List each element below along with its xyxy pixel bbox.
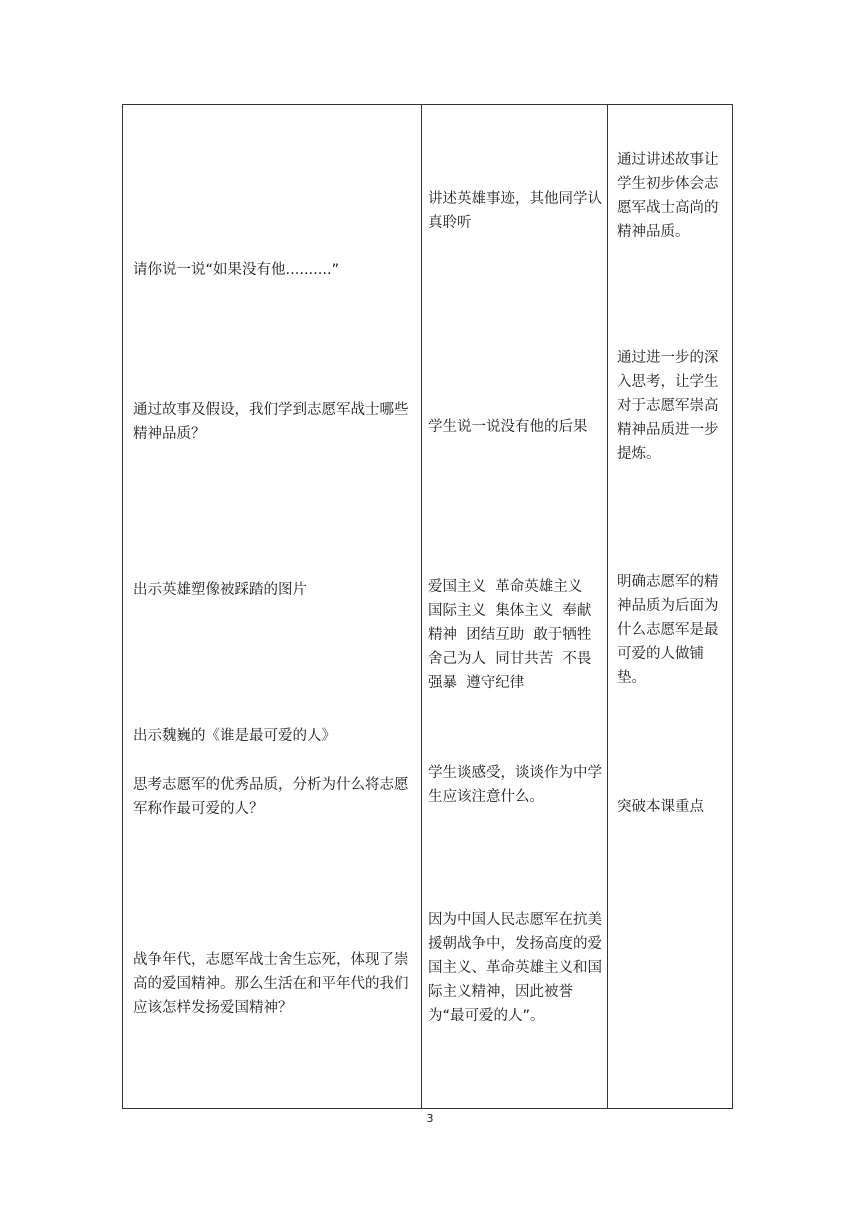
teacher-activity-4: 出示魏巍的《谁是最可爱的人》 xyxy=(133,728,336,744)
design-intent-2: 通过进一步的深入思考，让学生对于志愿军崇高精神品质进一步提炼。 xyxy=(617,350,719,462)
student-activity-2: 学生说一说没有他的后果 xyxy=(428,419,588,435)
page-number: 3 xyxy=(426,1112,434,1125)
teacher-activity-5: 思考志愿军的优秀品质，分析为什么将志愿军称作最可爱的人？ xyxy=(133,777,409,817)
lesson-plan-table xyxy=(122,104,733,1109)
student-activity-5: 因为中国人民志愿军在抗美援朝战争中，发扬高度的爱国主义、革命英雄主义和国际主义精神，因此被誉为“最可爱的人”。 xyxy=(428,912,602,1024)
design-intent-1: 通过讲述故事让学生初步体会志愿军战士高尚的精神品质。 xyxy=(617,152,719,240)
teacher-activity-2: 通过故事及假设，我们学到志愿军战士哪些精神品质？ xyxy=(133,402,409,442)
teacher-activity-6: 战争年代，志愿军战士舍生忘死，体现了崇高的爱国精神。那么生活在和平年代的我们应该怎样发扬爱国精神？ xyxy=(133,952,409,1016)
teacher-activity-1: 请你说一说“如果没有他..........” xyxy=(133,262,340,278)
student-activity-1: 讲述英雄事迹，其他同学认真聆听 xyxy=(428,191,602,231)
column-divider-2 xyxy=(607,105,608,1108)
design-intent-4: 突破本课重点 xyxy=(617,799,704,815)
student-activity-4: 学生谈感受，谈谈作为中学生应该注意什么。 xyxy=(428,765,602,805)
column-divider-1 xyxy=(421,105,422,1108)
design-intent-3: 明确志愿军的精神品质为后面为什么志愿军是最可爱的人做铺垫。 xyxy=(617,574,719,686)
student-activity-3: 爱国主义 革命英雄主义 国际主义 集体主义 奉献精神 团结互助 敢于牺牲 舍己为人 同甘共苦 不畏强暴 遵守纪律 xyxy=(428,579,601,691)
teacher-activity-3: 出示英雄塑像被踩踏的图片 xyxy=(133,582,307,598)
